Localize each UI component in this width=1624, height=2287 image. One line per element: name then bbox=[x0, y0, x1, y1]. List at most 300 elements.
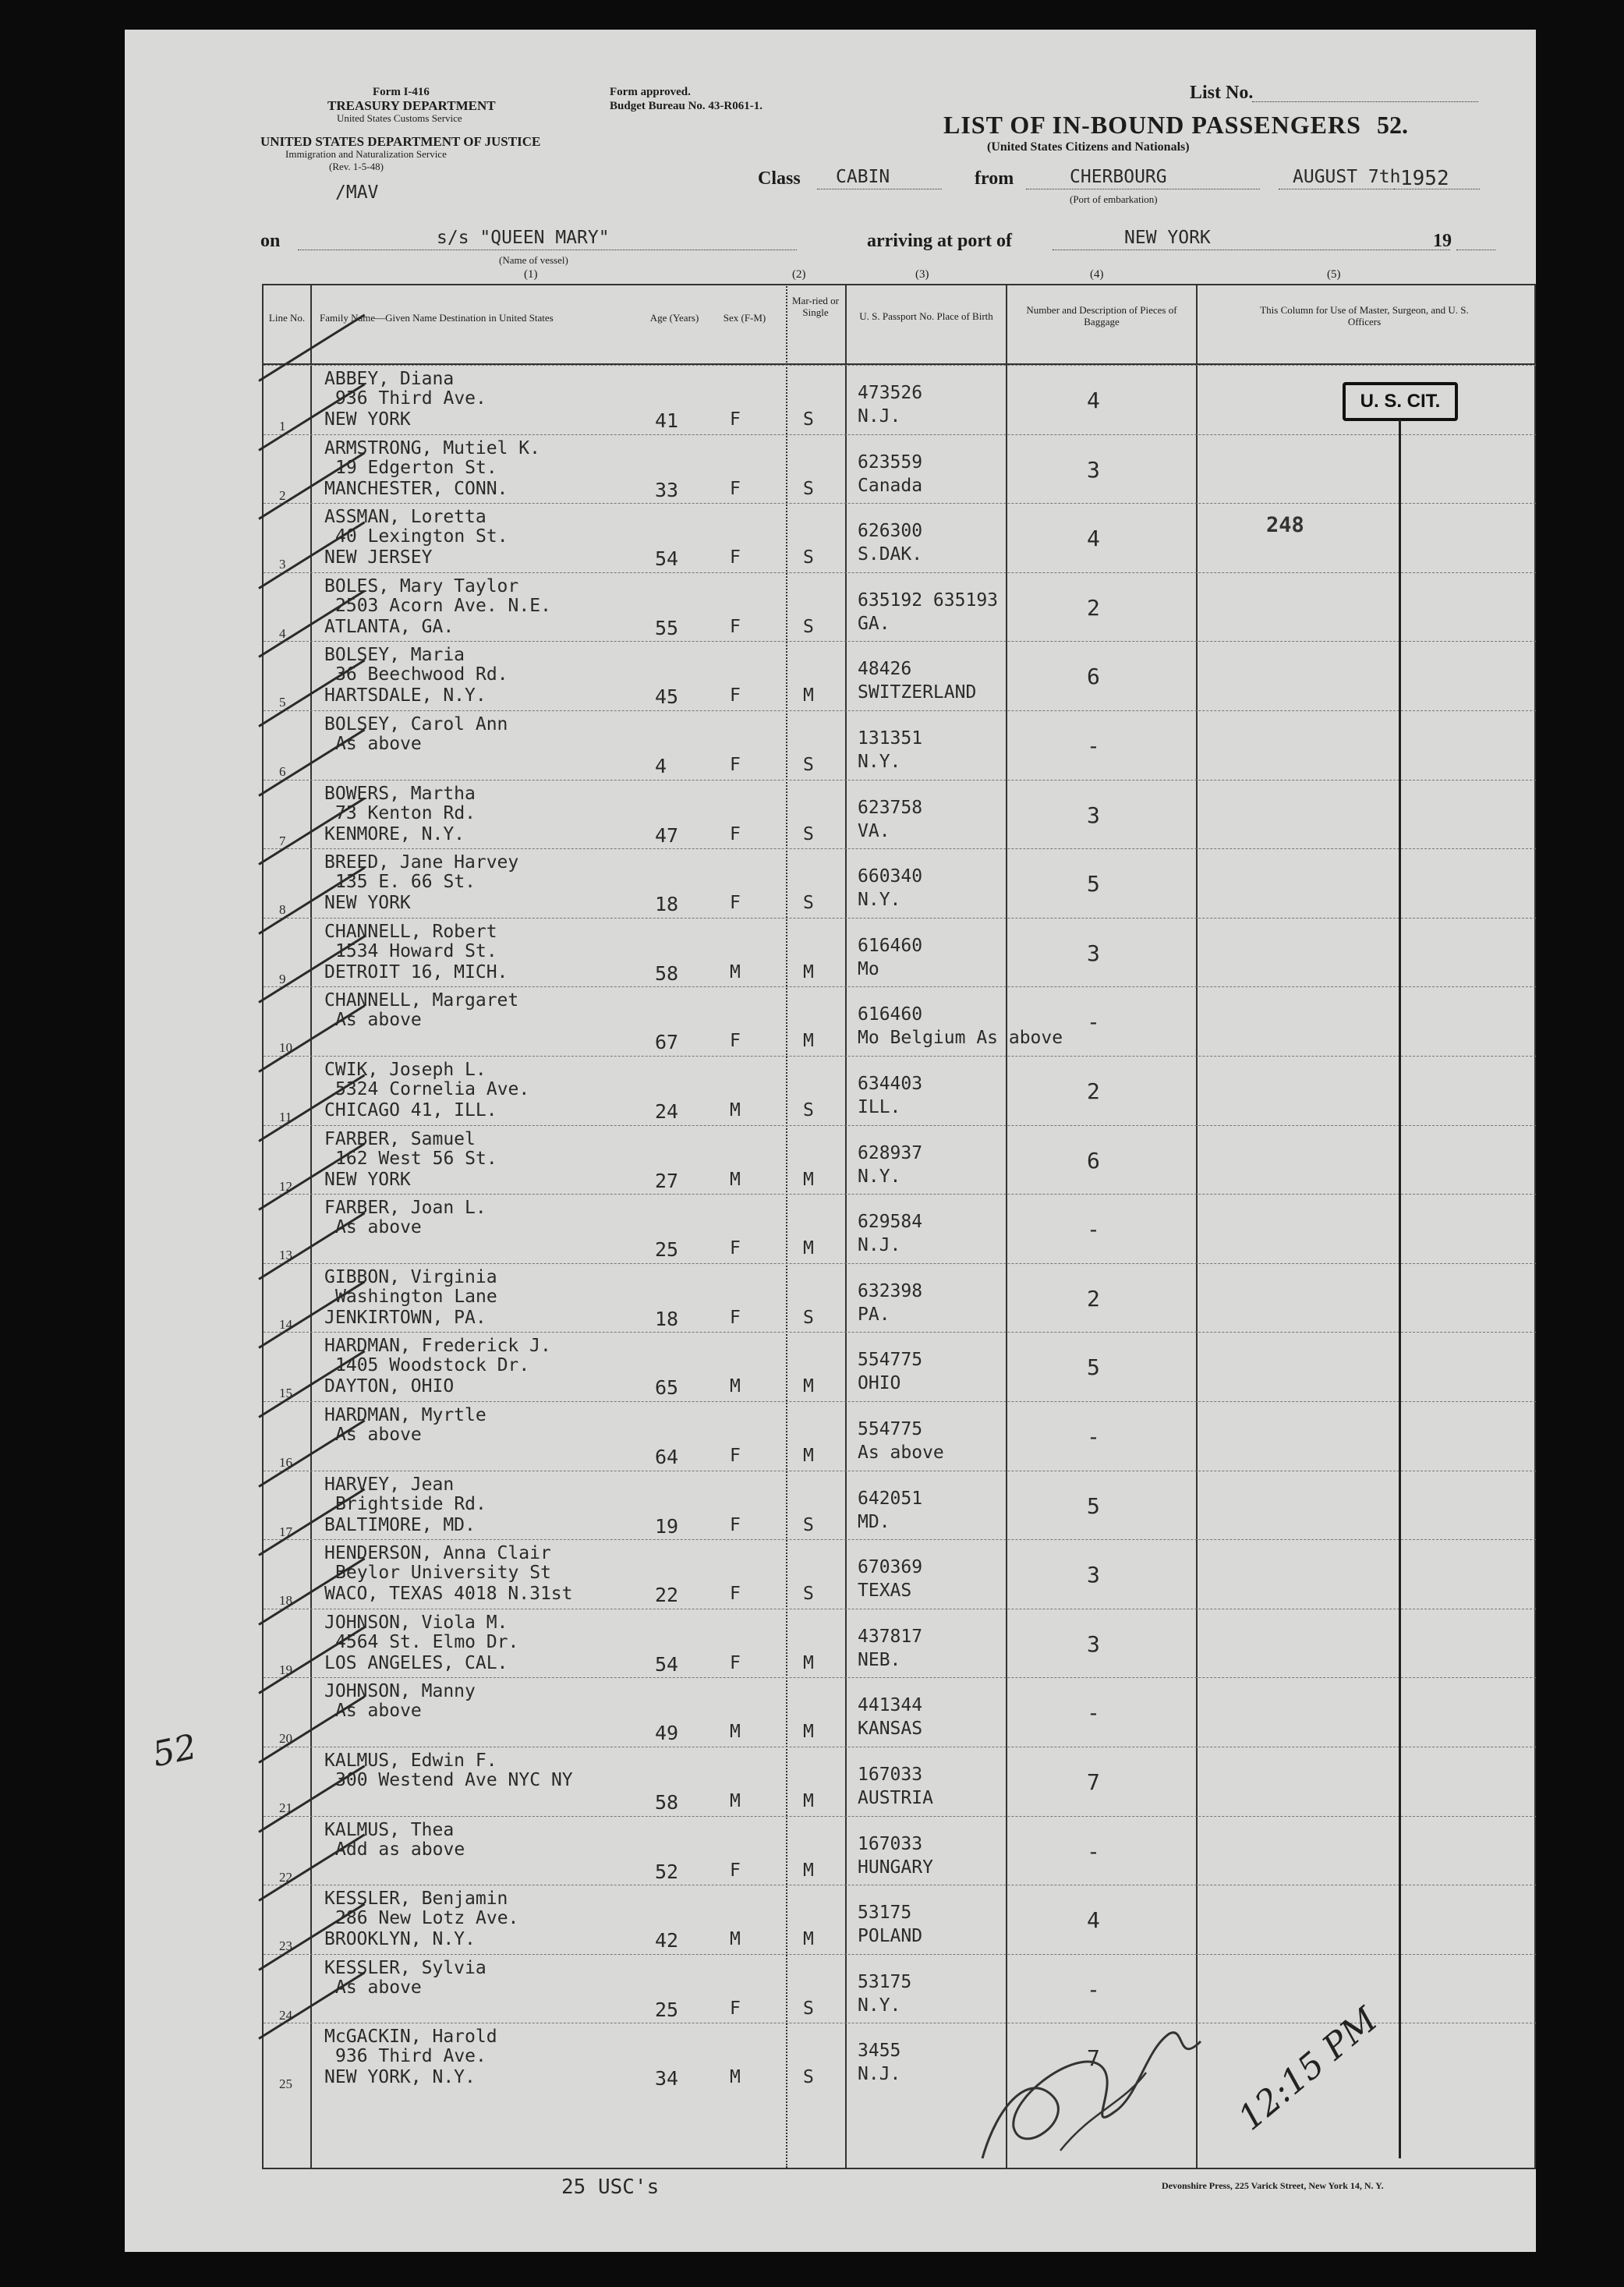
birthplace: VA. bbox=[858, 821, 890, 841]
passenger-name: ABBEY, Diana bbox=[324, 369, 455, 389]
baggage-count: - bbox=[1087, 1977, 1100, 2002]
age: 22 bbox=[655, 1584, 679, 1606]
baggage-count: 3 bbox=[1087, 940, 1100, 966]
age: 27 bbox=[655, 1170, 679, 1192]
address-line-1: Beylor University St bbox=[335, 1563, 551, 1583]
marital-status: S bbox=[803, 1998, 814, 2019]
col-header-baggage: Number and Description of Pieces of Baggage bbox=[1026, 304, 1177, 327]
table-row bbox=[264, 1194, 1536, 1264]
table-row bbox=[264, 1609, 1536, 1679]
age: 49 bbox=[655, 1722, 679, 1744]
age: 18 bbox=[655, 1308, 679, 1330]
line-number: 11 bbox=[279, 1110, 292, 1124]
address-line-1: 936 Third Ave. bbox=[335, 388, 486, 409]
total-count: 25 USC's bbox=[561, 2175, 660, 2199]
age: 18 bbox=[655, 893, 679, 915]
line-number: 12 bbox=[279, 1179, 292, 1194]
address-line-2: LOS ANGELES, CAL. bbox=[324, 1653, 508, 1673]
birthplace: OHIO bbox=[858, 1373, 901, 1393]
margin-note: 52 bbox=[149, 1726, 200, 1775]
sex: M bbox=[730, 1170, 741, 1190]
form-number: Form I-416 bbox=[373, 86, 430, 98]
address-line-1: As above bbox=[335, 1977, 422, 1998]
marital-status: S bbox=[803, 2067, 814, 2087]
table-row bbox=[264, 434, 1536, 504]
address-line-1: 2503 Acorn Ave. N.E. bbox=[335, 596, 551, 616]
address-line-1: Washington Lane bbox=[335, 1287, 497, 1307]
passport-number: 131351 bbox=[858, 728, 923, 749]
passenger-name: BREED, Jane Harvey bbox=[324, 852, 519, 873]
address-line-2: NEW YORK bbox=[324, 1170, 411, 1190]
line-number: 18 bbox=[279, 1593, 292, 1608]
birthplace: N.Y. bbox=[858, 1167, 901, 1187]
passport-number: 441344 bbox=[858, 1695, 923, 1715]
passenger-name: JOHNSON, Manny bbox=[324, 1681, 476, 1701]
passport-number: 628937 bbox=[858, 1143, 923, 1163]
age: 47 bbox=[655, 824, 679, 847]
baggage-count: - bbox=[1087, 1216, 1100, 1242]
address-line-2: CHICAGO 41, ILL. bbox=[324, 1100, 497, 1120]
address-line-2: JENKIRTOWN, PA. bbox=[324, 1308, 486, 1328]
passenger-name: FARBER, Joan L. bbox=[324, 1198, 486, 1218]
on-label: on bbox=[260, 231, 281, 251]
address-line-1: As above bbox=[335, 1217, 422, 1237]
col-header-passport: U. S. Passport No. Place of Birth bbox=[859, 310, 993, 322]
line-number: 13 bbox=[279, 1248, 292, 1262]
marital-status: S bbox=[803, 824, 814, 844]
line-number: 17 bbox=[279, 1524, 292, 1539]
passenger-name: BOLSEY, Carol Ann bbox=[324, 714, 508, 735]
date-value: AUGUST 7th bbox=[1293, 167, 1401, 187]
marital-status: S bbox=[803, 1100, 814, 1120]
address-line-1: 19 Edgerton St. bbox=[335, 458, 497, 478]
table-row bbox=[264, 1677, 1536, 1747]
passport-number: 3455 bbox=[858, 2041, 901, 2061]
line-number: 10 bbox=[279, 1040, 292, 1055]
baggage-count: - bbox=[1087, 1700, 1100, 1726]
line-number: 19 bbox=[279, 1662, 292, 1677]
table-row bbox=[264, 986, 1536, 1057]
sex: M bbox=[730, 1376, 741, 1397]
age: 45 bbox=[655, 685, 679, 708]
year-value: 1952 bbox=[1400, 167, 1449, 190]
passenger-name: KESSLER, Sylvia bbox=[324, 1958, 486, 1978]
birthplace: N.Y. bbox=[858, 890, 901, 910]
class-label: Class bbox=[758, 168, 801, 189]
address-line-2: NEW YORK bbox=[324, 409, 411, 430]
baggage-count: - bbox=[1087, 733, 1100, 759]
printer-credit: Devonshire Press, 225 Varick Street, New York 14, N. Y. bbox=[1162, 2180, 1384, 2191]
birthplace: N.J. bbox=[858, 2064, 901, 2084]
table-row bbox=[264, 780, 1536, 850]
birthplace: NEB. bbox=[858, 1650, 901, 1670]
passenger-name: CHANNELL, Robert bbox=[324, 922, 497, 942]
officer-annotation: 248 bbox=[1266, 513, 1304, 537]
baggage-count: 6 bbox=[1087, 1148, 1100, 1174]
line-number: 2 bbox=[279, 488, 286, 503]
baggage-count: 3 bbox=[1087, 802, 1100, 828]
passenger-name: ARMSTRONG, Mutiel K. bbox=[324, 438, 540, 458]
age: 41 bbox=[655, 409, 679, 432]
budget-bureau: Budget Bureau No. 43-R061-1. bbox=[610, 100, 762, 112]
baggage-count: 4 bbox=[1087, 526, 1100, 551]
address-line-2: MANCHESTER, CONN. bbox=[324, 479, 508, 499]
marital-status: S bbox=[803, 547, 814, 568]
address-line-2: DETROIT 16, MICH. bbox=[324, 962, 508, 982]
age: 25 bbox=[655, 1998, 679, 2021]
birthplace: GA. bbox=[858, 614, 890, 634]
rev: (Rev. 1-5-48) bbox=[329, 161, 384, 172]
sex: M bbox=[730, 1791, 741, 1811]
address-line-1: As above bbox=[335, 734, 422, 754]
sex: F bbox=[730, 755, 741, 775]
passenger-name: HENDERSON, Anna Clair bbox=[324, 1543, 551, 1563]
address-line-1: As above bbox=[335, 1701, 422, 1721]
address-line-1: 936 Third Ave. bbox=[335, 2046, 486, 2066]
birthplace: POLAND bbox=[858, 1926, 923, 1946]
table-row bbox=[264, 503, 1536, 573]
vessel-note: (Name of vessel) bbox=[499, 254, 568, 266]
baggage-count: - bbox=[1087, 1839, 1100, 1864]
address-line-2: NEW YORK bbox=[324, 893, 411, 913]
age: 64 bbox=[655, 1446, 679, 1468]
address-line-2: KENMORE, N.Y. bbox=[324, 824, 465, 844]
col-num: (3) bbox=[915, 268, 929, 281]
passport-number: 634403 bbox=[858, 1074, 923, 1094]
subtitle: (United States Citizens and Nationals) bbox=[987, 140, 1190, 154]
passenger-name: JOHNSON, Viola M. bbox=[324, 1613, 508, 1633]
birthplace: TEXAS bbox=[858, 1581, 912, 1601]
age: 42 bbox=[655, 1929, 679, 1952]
sex: F bbox=[730, 617, 741, 637]
birthplace: Mo bbox=[858, 959, 879, 979]
sex: F bbox=[730, 1998, 741, 2019]
line-number: 16 bbox=[279, 1455, 292, 1470]
marital-status: S bbox=[803, 755, 814, 775]
line-number: 4 bbox=[279, 626, 286, 641]
table-row bbox=[264, 710, 1536, 781]
age: 52 bbox=[655, 1860, 679, 1883]
col-header-married: Mar-ried or Single bbox=[791, 295, 840, 318]
baggage-count: 7 bbox=[1087, 2045, 1100, 2071]
table-row bbox=[264, 1539, 1536, 1609]
passport-number: 554775 bbox=[858, 1419, 923, 1439]
baggage-count: 6 bbox=[1087, 664, 1100, 689]
line-number: 7 bbox=[279, 834, 286, 848]
marital-status: S bbox=[803, 1584, 814, 1604]
baggage-count: 5 bbox=[1087, 1354, 1100, 1380]
table-row bbox=[264, 572, 1536, 643]
age: 54 bbox=[655, 547, 679, 570]
address-line-1: 162 West 56 St. bbox=[335, 1149, 497, 1169]
birthplace: S.DAK. bbox=[858, 544, 923, 565]
sex: F bbox=[730, 824, 741, 844]
table-row bbox=[264, 641, 1536, 711]
marital-status: M bbox=[803, 1722, 814, 1742]
passenger-name: KESSLER, Benjamin bbox=[324, 1889, 508, 1909]
port-value: NEW YORK bbox=[1124, 228, 1211, 248]
address-line-1: 1534 Howard St. bbox=[335, 941, 497, 961]
birthplace: As above bbox=[858, 1443, 944, 1463]
year-suffix: 19 bbox=[1433, 231, 1452, 251]
page-title: LIST OF IN-BOUND PASSENGERS bbox=[943, 111, 1361, 139]
passport-number: 616460 bbox=[858, 936, 923, 956]
signature-time: 12:15 PM bbox=[1230, 1999, 1385, 2139]
table-row bbox=[264, 1747, 1536, 1817]
passenger-name: HARVEY, Jean bbox=[324, 1475, 455, 1495]
passenger-name: CHANNELL, Margaret bbox=[324, 990, 519, 1011]
passenger-name: FARBER, Samuel bbox=[324, 1129, 476, 1149]
age: 55 bbox=[655, 617, 679, 639]
table-row bbox=[264, 1816, 1536, 1886]
sex: F bbox=[730, 547, 741, 568]
marital-status: M bbox=[803, 962, 814, 982]
table-row bbox=[264, 1401, 1536, 1471]
passport-number: 53175 bbox=[858, 1972, 912, 1992]
passport-number: 167033 bbox=[858, 1834, 923, 1854]
line-number: 22 bbox=[279, 1870, 292, 1885]
baggage-count: 3 bbox=[1087, 1631, 1100, 1657]
vessel-value: s/s "QUEEN MARY" bbox=[437, 228, 610, 248]
sex: M bbox=[730, 1929, 741, 1949]
baggage-count: 2 bbox=[1087, 1286, 1100, 1312]
passenger-name: HARDMAN, Frederick J. bbox=[324, 1336, 551, 1356]
address-line-1: 135 E. 66 St. bbox=[335, 872, 476, 892]
from-label: from bbox=[975, 168, 1014, 189]
address-line-2: BROOKLYN, N.Y. bbox=[324, 1929, 476, 1949]
line-number: 15 bbox=[279, 1386, 292, 1400]
birthplace: SWITZERLAND bbox=[858, 682, 977, 703]
customs-service: United States Customs Service bbox=[337, 112, 462, 124]
from-value: CHERBOURG bbox=[1070, 167, 1167, 187]
sex: F bbox=[730, 409, 741, 430]
passport-number: 473526 bbox=[858, 383, 923, 403]
sex: F bbox=[730, 1860, 741, 1881]
sex: F bbox=[730, 1515, 741, 1535]
marital-status: M bbox=[803, 1860, 814, 1881]
address-line-1: Add as above bbox=[335, 1839, 465, 1860]
passport-number: 629584 bbox=[858, 1212, 923, 1232]
line-number: 20 bbox=[279, 1731, 292, 1746]
passenger-name: McGACKIN, Harold bbox=[324, 2027, 497, 2047]
marital-status: S bbox=[803, 893, 814, 913]
sex: M bbox=[730, 1722, 741, 1742]
marital-status: M bbox=[803, 1929, 814, 1949]
class-value: CABIN bbox=[836, 167, 890, 187]
passenger-name: KALMUS, Thea bbox=[324, 1820, 455, 1840]
passenger-name: HARDMAN, Myrtle bbox=[324, 1405, 486, 1425]
port-note: (Port of embarkation) bbox=[1070, 193, 1158, 205]
marital-status: S bbox=[803, 1515, 814, 1535]
address-line-2: DAYTON, OHIO bbox=[324, 1376, 455, 1397]
line-number: 21 bbox=[279, 1800, 292, 1815]
col-num: (2) bbox=[792, 268, 806, 281]
address-line-2: HARTSDALE, N.Y. bbox=[324, 685, 486, 706]
address-line-1: As above bbox=[335, 1010, 422, 1030]
passenger-name: KALMUS, Edwin F. bbox=[324, 1751, 497, 1771]
line-number: 1 bbox=[279, 419, 286, 434]
passenger-name: ASSMAN, Loretta bbox=[324, 507, 486, 527]
line-number: 25 bbox=[279, 2076, 292, 2091]
marital-status: M bbox=[803, 1031, 814, 1051]
passport-number: 670369 bbox=[858, 1557, 923, 1577]
address-line-1: 4564 St. Elmo Dr. bbox=[335, 1632, 519, 1652]
passport-number: 554775 bbox=[858, 1350, 923, 1370]
birthplace: Canada bbox=[858, 476, 923, 496]
sex: F bbox=[730, 893, 741, 913]
passenger-name: BOWERS, Martha bbox=[324, 784, 476, 804]
officer-signature bbox=[967, 1979, 1232, 2182]
baggage-count: 4 bbox=[1087, 1907, 1100, 1933]
age: 54 bbox=[655, 1653, 679, 1676]
col-num: (5) bbox=[1327, 268, 1341, 281]
passport-number: 623559 bbox=[858, 452, 923, 473]
sex: M bbox=[730, 1100, 741, 1120]
passenger-name: BOLSEY, Maria bbox=[324, 645, 465, 665]
line-number: 23 bbox=[279, 1938, 292, 1953]
sex: F bbox=[730, 685, 741, 706]
marital-status: S bbox=[803, 617, 814, 637]
address-line-1: Brightside Rd. bbox=[335, 1494, 486, 1514]
table-row bbox=[264, 1885, 1536, 1955]
passport-number: 616460 bbox=[858, 1004, 923, 1025]
form-approved: Form approved. bbox=[610, 86, 691, 98]
birthplace: N.Y. bbox=[858, 752, 901, 772]
sex: M bbox=[730, 2067, 741, 2087]
address-line-1: 286 New Lotz Ave. bbox=[335, 1908, 519, 1928]
line-number: 5 bbox=[279, 695, 286, 710]
line-number: 14 bbox=[279, 1317, 292, 1332]
address-line-2: NEW YORK, N.Y. bbox=[324, 2067, 476, 2087]
col-num: (1) bbox=[524, 268, 538, 281]
treasury-dept: TREASURY DEPARTMENT bbox=[327, 98, 496, 113]
marital-status: S bbox=[803, 479, 814, 499]
baggage-count: 3 bbox=[1087, 457, 1100, 483]
table-row bbox=[264, 1471, 1536, 1541]
birthplace: PA. bbox=[858, 1305, 890, 1325]
passenger-name: CWIK, Joseph L. bbox=[324, 1060, 486, 1080]
passport-number: 660340 bbox=[858, 866, 923, 887]
age: 25 bbox=[655, 1238, 679, 1261]
birthplace: MD. bbox=[858, 1512, 890, 1532]
passport-number: 626300 bbox=[858, 521, 923, 541]
col-header-line: Line No. bbox=[268, 312, 306, 324]
address-line-1: 1405 Woodstock Dr. bbox=[335, 1355, 530, 1375]
ins: Immigration and Naturalization Service bbox=[285, 148, 447, 160]
passport-number: 642051 bbox=[858, 1489, 923, 1509]
marital-status: M bbox=[803, 1653, 814, 1673]
birthplace: KANSAS bbox=[858, 1719, 923, 1739]
table-row bbox=[264, 848, 1536, 919]
table-row bbox=[264, 1332, 1536, 1402]
list-number: 52. bbox=[1377, 111, 1408, 139]
age: 33 bbox=[655, 479, 679, 501]
sex: F bbox=[730, 479, 741, 499]
clerk-initials: /MAV bbox=[335, 182, 379, 203]
col-header-sex: Sex (F-M) bbox=[723, 312, 766, 324]
passport-number: 167033 bbox=[858, 1765, 923, 1785]
sex: F bbox=[730, 1584, 741, 1604]
line-number: 8 bbox=[279, 902, 286, 917]
passport-number: 623758 bbox=[858, 798, 923, 818]
birthplace: AUSTRIA bbox=[858, 1788, 933, 1808]
birthplace: N.Y. bbox=[858, 1995, 901, 2016]
list-no-label: List No. bbox=[1190, 83, 1254, 103]
birthplace: ILL. bbox=[858, 1097, 901, 1117]
address-line-1: 300 Westend Ave NYC NY bbox=[335, 1770, 573, 1790]
doj: UNITED STATES DEPARTMENT OF JUSTICE bbox=[260, 134, 541, 149]
passport-number: 48426 bbox=[858, 659, 912, 679]
line-number: 24 bbox=[279, 2008, 292, 2023]
passenger-name: BOLES, Mary Taylor bbox=[324, 576, 519, 597]
sex: F bbox=[730, 1653, 741, 1673]
age: 58 bbox=[655, 962, 679, 985]
birthplace: N.J. bbox=[858, 406, 901, 427]
line-number: 9 bbox=[279, 972, 286, 986]
arriving-label: arriving at port of bbox=[867, 231, 1012, 251]
marital-status: M bbox=[803, 1170, 814, 1190]
age: 67 bbox=[655, 1031, 679, 1053]
table-row bbox=[264, 1056, 1536, 1126]
col-header-officers: This Column for Use of Master, Surgeon, and U. S. Officers bbox=[1260, 304, 1469, 327]
birthplace: N.J. bbox=[858, 1235, 901, 1255]
address-line-1: 36 Beechwood Rd. bbox=[335, 664, 508, 685]
passenger-name: GIBBON, Virginia bbox=[324, 1267, 497, 1287]
line-number: 3 bbox=[279, 557, 286, 572]
age: 19 bbox=[655, 1515, 679, 1538]
baggage-count: 7 bbox=[1087, 1769, 1100, 1795]
age: 58 bbox=[655, 1791, 679, 1814]
table-row bbox=[264, 1263, 1536, 1333]
baggage-count: - bbox=[1087, 1009, 1100, 1035]
address-line-1: 5324 Cornelia Ave. bbox=[335, 1079, 530, 1099]
age: 65 bbox=[655, 1376, 679, 1399]
marital-status: M bbox=[803, 1791, 814, 1811]
passport-number: 632398 bbox=[858, 1281, 923, 1301]
address-line-2: ATLANTA, GA. bbox=[324, 617, 455, 637]
col-num: (4) bbox=[1090, 268, 1104, 281]
birthplace: HUNGARY bbox=[858, 1857, 933, 1878]
marital-status: M bbox=[803, 1446, 814, 1466]
address-line-2: NEW JERSEY bbox=[324, 547, 433, 568]
table-row bbox=[264, 918, 1536, 988]
sex: F bbox=[730, 1308, 741, 1328]
marital-status: M bbox=[803, 685, 814, 706]
passport-number: 437817 bbox=[858, 1627, 923, 1647]
marital-status: S bbox=[803, 409, 814, 430]
sex: F bbox=[730, 1031, 741, 1051]
sex: F bbox=[730, 1238, 741, 1259]
address-line-1: As above bbox=[335, 1425, 422, 1445]
address-line-1: 73 Kenton Rd. bbox=[335, 803, 476, 823]
passport-number: 635192 635193 bbox=[858, 590, 999, 611]
age: 24 bbox=[655, 1100, 679, 1123]
sex: M bbox=[730, 962, 741, 982]
baggage-count: 5 bbox=[1087, 871, 1100, 897]
baggage-count: 2 bbox=[1087, 1078, 1100, 1104]
manifest-sheet bbox=[125, 30, 1536, 2252]
marital-status: M bbox=[803, 1238, 814, 1259]
address-line-2: WACO, TEXAS 4018 N.31st bbox=[324, 1584, 573, 1604]
baggage-count: 4 bbox=[1087, 388, 1100, 413]
age: 34 bbox=[655, 2067, 679, 2090]
birthplace: Mo Belgium As above bbox=[858, 1028, 1063, 1048]
col-header-name: Family Name—Given Name Destination in United States bbox=[320, 312, 554, 324]
marital-status: M bbox=[803, 1376, 814, 1397]
passport-number: 53175 bbox=[858, 1903, 912, 1923]
us-citizen-stamp: U. S. CIT. bbox=[1343, 382, 1458, 421]
address-line-1: 40 Lexington St. bbox=[335, 526, 508, 547]
